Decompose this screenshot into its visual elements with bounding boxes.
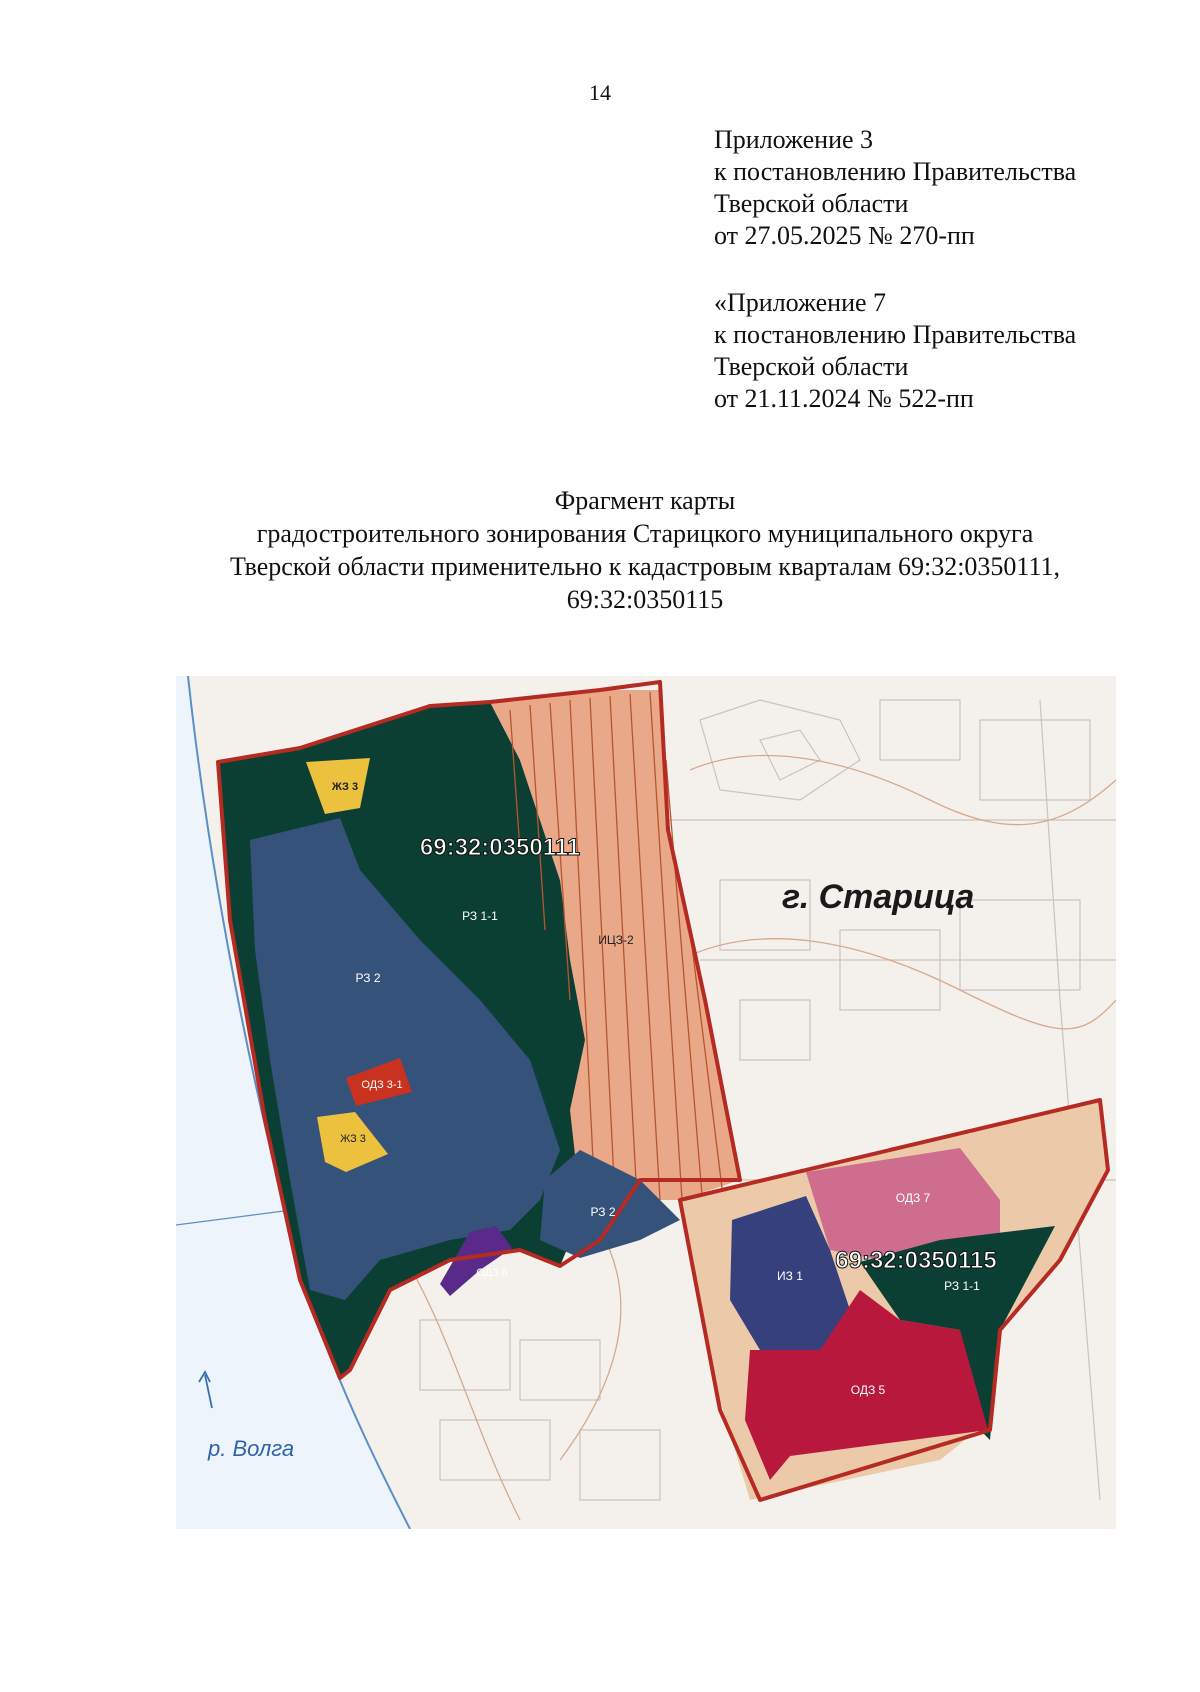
appendix-current-block <box>714 124 1076 252</box>
label-town-staritsa: г. Старица <box>782 878 975 916</box>
map-title-line: Фрагмент карты <box>554 486 736 515</box>
zone-label-odz7: ОДЗ 7 <box>895 1191 931 1205</box>
map-title-line: Тверской области применительно к кадастровым кварталам 69:32:0350111, <box>229 552 1061 581</box>
zone-label-zh3-bottom: ЖЗ 3 <box>340 1133 366 1145</box>
appendix-original-line: Тверской области <box>714 352 909 381</box>
zone-label-rz2-main: РЗ 2 <box>355 971 381 985</box>
zone-label-rz1-1-north: РЗ 1-1 <box>462 909 498 923</box>
appendix-current-line: Приложение 3 <box>714 125 874 154</box>
label-cadastral-0350115: 69:32:0350115 <box>835 1247 997 1274</box>
zone-label-ics2: ИЦЗ-2 <box>598 933 634 947</box>
label-cadastral-0350111: 69:32:0350111 <box>419 834 581 861</box>
zone-label-rz1-1-east: РЗ 1-1 <box>944 1279 980 1293</box>
appendix-current-line: к постановлению Правительства <box>714 157 1077 186</box>
zone-label-zh3-top: ЖЗ 3 <box>331 781 359 793</box>
map-title-line: градостроительного зонирования Старицкого муниципального округа <box>256 519 1034 548</box>
zone-label-odz3-1: ОДЗ 3-1 <box>361 1079 403 1091</box>
zoning-map <box>176 676 1116 1529</box>
appendix-original-line: «Приложение 7 <box>714 288 887 317</box>
appendix-current-line: от 27.05.2025 № 270-пп <box>714 221 975 250</box>
zone-label-odz5: ОДЗ 5 <box>850 1383 886 1397</box>
zone-label-rz2-south: РЗ 2 <box>590 1205 616 1219</box>
appendix-original-block <box>714 287 1076 415</box>
appendix-original-line: к постановлению Правительства <box>714 320 1077 349</box>
appendix-original-line: от 21.11.2024 № 522-пп <box>714 384 974 413</box>
label-river-volga: р. Волга <box>208 1436 295 1461</box>
zone-label-odz6: ОДЗ 6 <box>476 1267 508 1279</box>
map-title <box>0 484 1200 616</box>
zone-label-iz1: ИЗ 1 <box>777 1269 803 1283</box>
map-title-line: 69:32:0350115 <box>566 585 724 614</box>
page-number: 14 <box>589 80 611 105</box>
appendix-current-line: Тверской области <box>714 189 909 218</box>
